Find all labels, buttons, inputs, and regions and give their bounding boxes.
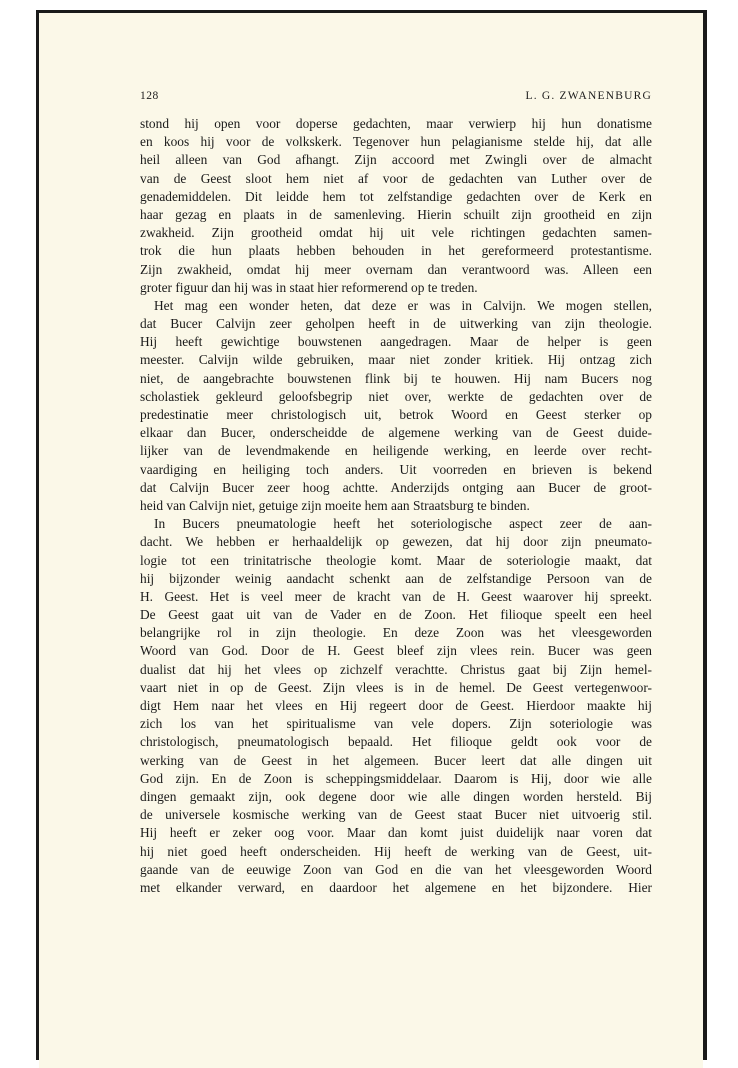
- text-line: meester. Calvijn wilde gebruiken, maar niet zonder kritiek. Hij ontzag zich: [140, 352, 652, 368]
- text-line: De Geest gaat uit van de Vader en de Zoon. Het filioque speelt een heel: [140, 607, 652, 623]
- text-line: belangrijke rol in zijn theologie. En deze Zoon was het vleesgeworden: [140, 625, 652, 641]
- text-line: de universele kosmische werking van de Geest staat Bucer niet uitvoerig stil.: [140, 807, 652, 823]
- text-line: dacht. We hebben er herhaaldelijk op gewezen, dat hij door zijn pneumato-: [140, 534, 652, 550]
- text-line: vaart niet in op de Geest. Zijn vlees is in de hemel. De Geest vertegenwoor-: [140, 679, 652, 695]
- text-line: gaande van de eeuwige Zoon van God en die van het vleesgeworden Woord: [140, 861, 652, 877]
- text-line: Hij heeft gewichtige bouwstenen aangedragen. Maar de helper is geen: [140, 334, 652, 350]
- text-line: zich los van het spiritualisme van vele dopers. Zijn soteriologie was: [140, 716, 652, 732]
- text-line: In Bucers pneumatologie heeft het soteriologische aspect zeer de aan-: [154, 516, 652, 532]
- text-line: niet, de aangebrachte bouwstenen flink bij te houwen. Hij nam Bucers nog: [140, 370, 652, 386]
- paragraph: [140, 515, 652, 897]
- text-line: werking van de Geest in het algemeen. Bucer leert dat alle dingen uit: [140, 752, 652, 768]
- text-line: logie tot een trinitatrische theologie komt. Maar de soteriologie maakt, dat: [140, 552, 652, 568]
- text-line: Het mag een wonder heten, dat deze er was in Calvijn. We mogen stellen,: [154, 297, 652, 313]
- text-line: digt Hem naar het vlees en Hij regeert door de Geest. Hierdoor maakte hij: [140, 698, 652, 713]
- text-line: heil alleen van God afhangt. Zijn accoord met Zwingli over de almacht: [140, 152, 652, 168]
- text-line: hij niet goed heeft onderscheiden. Hij heeft de werking van de Geest, uit-: [140, 843, 652, 859]
- text-line: van de Geest sloot hem niet af voor de gedachten van Luther over de: [140, 170, 652, 186]
- paragraph: [140, 297, 652, 515]
- text-line: trok die hun plaats hebben behouden in het gereformeerd protestantisme.: [140, 243, 652, 259]
- page-header: [140, 90, 652, 106]
- text-line: Woord van God. Door de H. Geest bleef zijn vlees rein. Bucer was geen: [140, 643, 652, 659]
- text-line: christologisch, pneumatologisch bepaald. Het filioque geldt ook voor de: [140, 734, 652, 750]
- text-line: scholastiek gekleurd geloofsbegrip niet over, werkte de gedachten over de: [140, 388, 652, 404]
- paragraph: [140, 115, 652, 297]
- text-line: en koos hij voor de volkskerk. Tegenover hun pelagianisme stelde hij, dat alle: [140, 134, 652, 150]
- text-line: vaardiging en heiliging toch anders. Uit voorreden en brieven is bekend: [140, 461, 652, 477]
- text-line: lijker van de levendmakende en heiligende werking, en leerde over recht-: [140, 443, 652, 459]
- text-line: dualist dat hij het vlees op zichzelf verachtte. Christus gaat bij Zijn hemel-: [140, 661, 652, 677]
- text-line: haar gezag en plaats in de samenleving. Hierin schuilt zijn grootheid en zijn: [140, 206, 652, 222]
- text-line: zwakheid. Zijn grootheid omdat hij uit vele richtingen gedachten samen-: [140, 225, 652, 241]
- text-line: heid van Calvijn niet, getuige zijn moeite hem aan Straatsburg te binden.: [140, 497, 530, 513]
- running-head: L. G. ZWANENBURG: [525, 90, 652, 102]
- text-line: dat Bucer Calvijn zeer geholpen heeft in de uitwerking van zijn theologie.: [140, 316, 652, 332]
- text-line: stond hij open voor doperse gedachten, maar verwierp hij hun donatisme: [140, 116, 652, 131]
- text-line: H. Geest. Het is veel meer de kracht van de H. Geest waarover hij spreekt.: [140, 588, 652, 604]
- text-line: Hij heeft er zeker oog voor. Maar dan komt juist duidelijk naar voren dat: [140, 825, 652, 841]
- text-line: dat Calvijn Bucer zeer hoog achtte. Anderzijds ontging aan Bucer de groot-: [140, 479, 652, 495]
- text-line: Zijn zwakheid, omdat hij meer overnam dan verantwoord was. Alleen een: [140, 261, 652, 277]
- scan-border-right: [703, 10, 707, 1060]
- page-number: 128: [140, 90, 159, 102]
- text-line: predestinatie meer christologisch uit, betrok Woord en Geest sterker op: [140, 407, 652, 422]
- body-text: [140, 115, 652, 897]
- text-line: dingen gemaakt zijn, ook degene door wie alle dingen worden hersteld. Bij: [140, 788, 652, 804]
- text-line: groter figuur dan hij was in staat hier reformerend op te treden.: [140, 279, 478, 295]
- text-line: God zijn. En de Zoon is scheppingsmiddelaar. Daarom is Hij, door wie alle: [140, 770, 652, 786]
- text-line: hij bijzonder weinig aandacht schenkt aan de zelfstandige Persoon van de: [140, 570, 652, 586]
- text-line: elkaar dan Bucer, onderscheidde de algemene werking van de Geest duide-: [140, 425, 652, 441]
- text-line: genademiddelen. Dit leidde hem tot zelfstandige gedachten over de Kerk en: [140, 188, 652, 204]
- text-line: met elkander verward, en daardoor het algemene en het bijzondere. Hier: [140, 879, 652, 895]
